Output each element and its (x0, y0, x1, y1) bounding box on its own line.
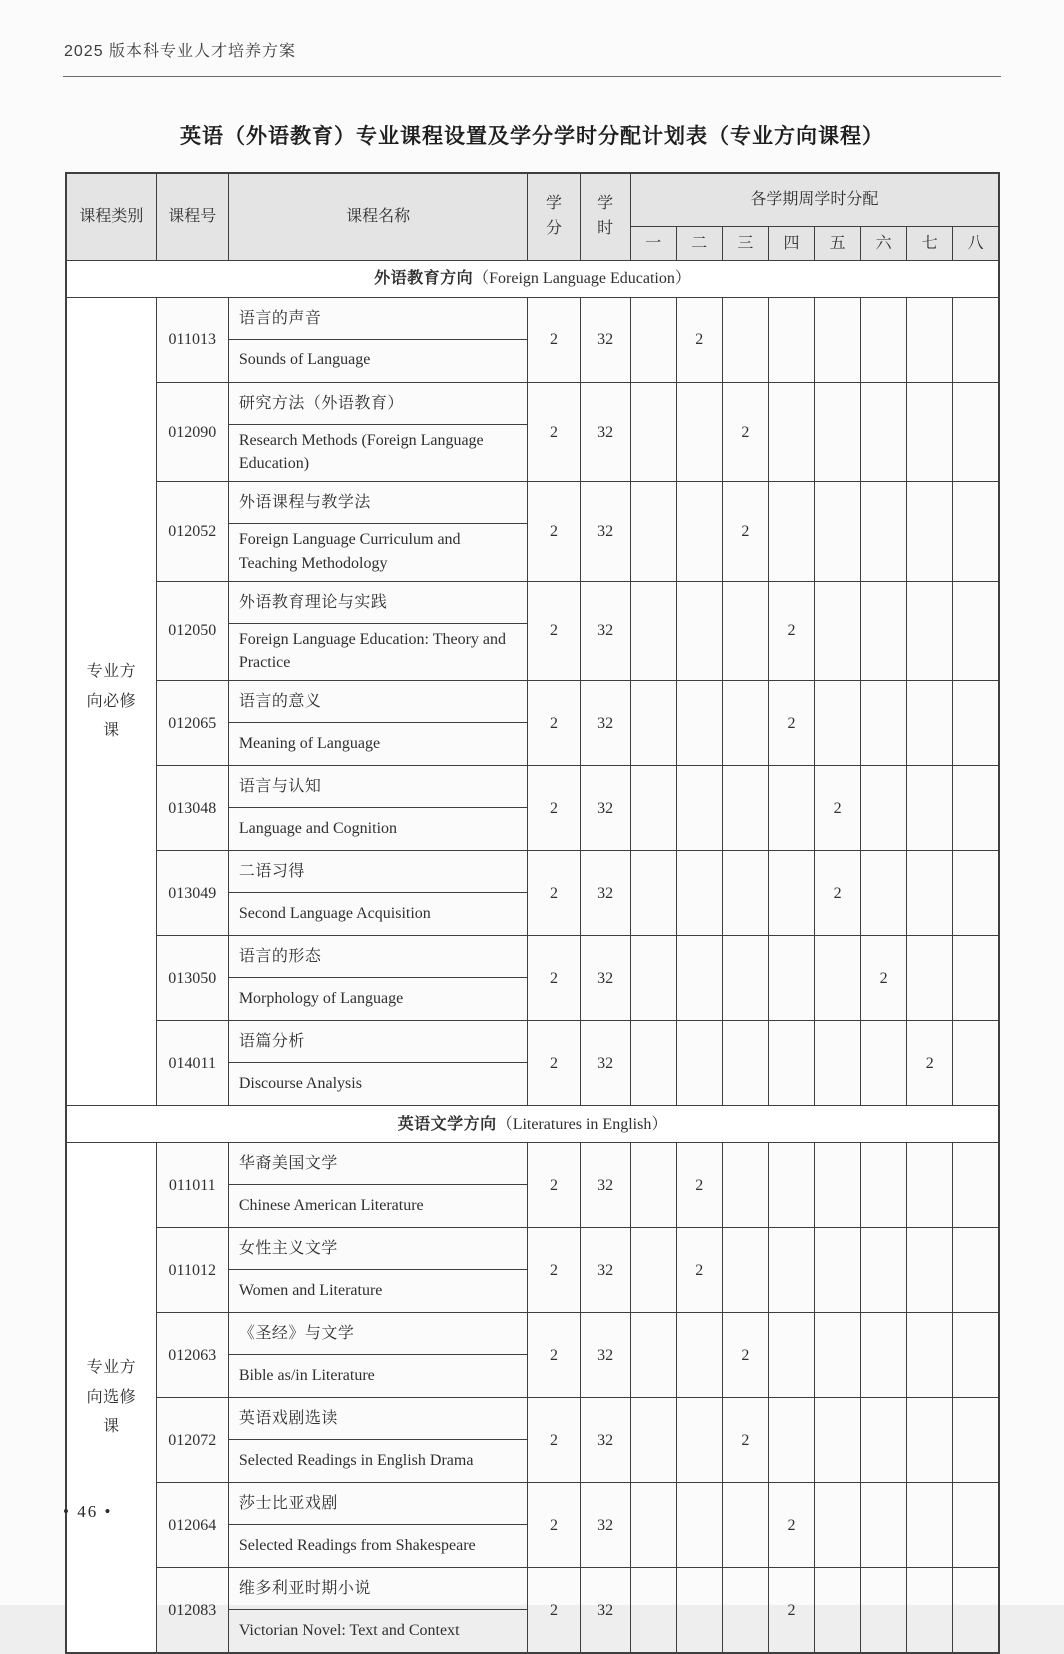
course-name-en: Selected Readings in English Drama (228, 1440, 528, 1483)
course-name-cn: 维多利亚时期小说 (228, 1568, 528, 1610)
semester-hours-cell-7 (907, 936, 953, 1021)
semester-hours-cell-2 (676, 681, 722, 766)
semester-hours-cell-2 (676, 581, 722, 680)
course-row (66, 766, 999, 808)
semester-hours-cell-2: 2 (676, 1143, 722, 1228)
semester-hours-cell-5 (815, 1398, 861, 1483)
course-name-cn: 语篇分析 (228, 1021, 528, 1063)
course-name-en: Language and Cognition (228, 808, 528, 851)
course-name-cn: 华裔美国文学 (228, 1143, 528, 1185)
course-name-cn: 研究方法（外语教育） (228, 383, 528, 425)
hours-cell: 32 (580, 383, 630, 482)
semester-hours-cell-2 (676, 482, 722, 581)
semester-hours-cell-8 (953, 1483, 999, 1568)
credits-cell: 2 (528, 936, 580, 1021)
hours-cell: 32 (580, 851, 630, 936)
course-name-en: Research Methods (Foreign Language Education) (228, 425, 528, 482)
semester-hours-cell-4: 2 (768, 681, 814, 766)
credits-cell: 2 (528, 1398, 580, 1483)
semester-hours-cell-3 (722, 1483, 768, 1568)
section-title-en: （Foreign Language Education） (473, 270, 691, 288)
semester-hours-cell-8 (953, 482, 999, 581)
semester-hours-cell-8 (953, 581, 999, 680)
semester-hours-cell-2 (676, 1398, 722, 1483)
category-label: 专业方向选修课 (86, 1359, 137, 1436)
semester-hours-cell-7 (907, 298, 953, 383)
course-name-en: Selected Readings from Shakespeare (228, 1525, 528, 1568)
course-no-cell: 013049 (156, 851, 228, 936)
course-name-en: Discourse Analysis (228, 1063, 528, 1106)
hours-cell: 32 (580, 482, 630, 581)
hours-cell: 32 (580, 1313, 630, 1398)
category-cell (66, 1143, 156, 1654)
semester-hours-cell-3 (722, 766, 768, 851)
course-no-cell: 013050 (156, 936, 228, 1021)
semester-hours-cell-2: 2 (676, 298, 722, 383)
semester-hours-cell-6 (861, 766, 907, 851)
course-name-en: Foreign Language Education: Theory and Practice (228, 623, 528, 680)
semester-hours-cell-6 (861, 1021, 907, 1106)
semester-hours-cell-3 (722, 851, 768, 936)
semester-hours-cell-8 (953, 766, 999, 851)
course-row (66, 581, 999, 623)
semester-hours-cell-7 (907, 1568, 953, 1654)
semester-hours-cell-8 (953, 1398, 999, 1483)
semester-hours-cell-6 (861, 681, 907, 766)
hours-cell: 32 (580, 936, 630, 1021)
hours-cell: 32 (580, 1228, 630, 1313)
table-header (66, 173, 999, 261)
hours-cell: 32 (580, 298, 630, 383)
semester-hours-cell-8 (953, 1228, 999, 1313)
semester-hours-cell-4 (768, 1228, 814, 1313)
semester-hours-cell-5: 2 (815, 766, 861, 851)
semester-hours-cell-1 (630, 851, 676, 936)
semester-hours-cell-6 (861, 1398, 907, 1483)
semester-hours-cell-6 (861, 581, 907, 680)
course-name-cn: 二语习得 (228, 851, 528, 893)
semester-hours-cell-3 (722, 1021, 768, 1106)
course-name-cn: 外语教育理论与实践 (228, 581, 528, 623)
semester-hours-cell-5 (815, 1483, 861, 1568)
semester-hours-cell-3 (722, 1228, 768, 1313)
course-table-body (66, 261, 999, 1654)
semester-hours-cell-4 (768, 1021, 814, 1106)
credits-cell: 2 (528, 1021, 580, 1106)
course-row (66, 1021, 999, 1063)
semester-hours-cell-7 (907, 383, 953, 482)
credits-cell: 2 (528, 1228, 580, 1313)
semester-hours-cell-3: 2 (722, 383, 768, 482)
semester-hours-cell-4 (768, 383, 814, 482)
course-row (66, 851, 999, 893)
semester-hours-cell-6: 2 (861, 936, 907, 1021)
credits-cell: 2 (528, 1568, 580, 1654)
credits-cell: 2 (528, 383, 580, 482)
credits-cell: 2 (528, 1143, 580, 1228)
semester-hours-cell-8 (953, 1143, 999, 1228)
semester-hours-cell-1 (630, 482, 676, 581)
header-course-name: 课程名称 (228, 173, 528, 261)
course-no-cell: 011012 (156, 1228, 228, 1313)
semester-hours-cell-5 (815, 581, 861, 680)
credits-cell: 2 (528, 851, 580, 936)
hours-cell: 32 (580, 1398, 630, 1483)
semester-hours-cell-2 (676, 1568, 722, 1654)
section-row (66, 261, 999, 298)
semester-hours-cell-8 (953, 1313, 999, 1398)
semester-hours-cell-5 (815, 383, 861, 482)
semester-hours-cell-5 (815, 1143, 861, 1228)
category-label: 专业方向必修课 (86, 663, 137, 740)
course-no-cell: 012050 (156, 581, 228, 680)
semester-hours-cell-5: 2 (815, 851, 861, 936)
semester-hours-cell-1 (630, 1143, 676, 1228)
semester-hours-cell-8 (953, 936, 999, 1021)
semester-hours-cell-2: 2 (676, 1228, 722, 1313)
section-title-cn: 英语文学方向 (397, 1115, 497, 1133)
course-no-cell: 012065 (156, 681, 228, 766)
credits-cell: 2 (528, 1313, 580, 1398)
hours-cell: 32 (580, 1021, 630, 1106)
section-row (66, 1106, 999, 1143)
semester-hours-cell-8 (953, 383, 999, 482)
semester-hours-cell-6 (861, 1228, 907, 1313)
credits-cell: 2 (528, 1483, 580, 1568)
course-name-cn: 语言与认知 (228, 766, 528, 808)
running-head: 2025 版本科专业人才培养方案 (64, 43, 297, 60)
course-no-cell: 011013 (156, 298, 228, 383)
course-row (66, 1483, 999, 1525)
semester-hours-cell-3 (722, 298, 768, 383)
semester-hours-cell-6 (861, 1568, 907, 1654)
credits-cell: 2 (528, 766, 580, 851)
header-semester-4: 四 (768, 227, 814, 261)
header-semester-8: 八 (953, 227, 999, 261)
hours-cell: 32 (580, 1143, 630, 1228)
semester-hours-cell-2 (676, 936, 722, 1021)
course-name-cn: 语言的形态 (228, 936, 528, 978)
course-table (65, 172, 1000, 1654)
header-semester-7: 七 (907, 227, 953, 261)
course-name-en: Women and Literature (228, 1270, 528, 1313)
course-name-cn: 女性主义文学 (228, 1228, 528, 1270)
header-hours-label: 学时 (597, 195, 614, 237)
semester-hours-cell-4: 2 (768, 581, 814, 680)
semester-hours-cell-4 (768, 936, 814, 1021)
course-no-cell: 012072 (156, 1398, 228, 1483)
semester-hours-cell-7 (907, 1228, 953, 1313)
semester-hours-cell-3 (722, 681, 768, 766)
semester-hours-cell-7 (907, 851, 953, 936)
semester-hours-cell-6 (861, 482, 907, 581)
semester-hours-cell-1 (630, 681, 676, 766)
course-name-en: Foreign Language Curriculum and Teaching Methodology (228, 524, 528, 581)
header-credits-label: 学分 (546, 195, 563, 237)
semester-hours-cell-1 (630, 1398, 676, 1483)
semester-hours-cell-4 (768, 1398, 814, 1483)
hours-cell: 32 (580, 1568, 630, 1654)
course-name-cn: 《圣经》与文学 (228, 1313, 528, 1355)
semester-hours-cell-7 (907, 1143, 953, 1228)
semester-hours-cell-6 (861, 298, 907, 383)
header-credits (528, 173, 580, 261)
semester-hours-cell-5 (815, 1021, 861, 1106)
semester-hours-cell-7 (907, 1313, 953, 1398)
semester-hours-cell-5 (815, 681, 861, 766)
semester-hours-cell-2 (676, 1483, 722, 1568)
page-title: 英语（外语教育）专业课程设置及学分学时分配计划表（专业方向课程） (180, 125, 884, 148)
semester-hours-cell-8 (953, 298, 999, 383)
semester-hours-cell-3 (722, 936, 768, 1021)
semester-hours-cell-1 (630, 936, 676, 1021)
semester-hours-cell-5 (815, 936, 861, 1021)
header-semester-group: 各学期周学时分配 (630, 173, 999, 227)
course-row (66, 1143, 999, 1185)
semester-hours-cell-2 (676, 1021, 722, 1106)
semester-hours-cell-6 (861, 851, 907, 936)
semester-hours-cell-1 (630, 766, 676, 851)
header-semester-5: 五 (815, 227, 861, 261)
semester-hours-cell-5 (815, 1313, 861, 1398)
semester-hours-cell-5 (815, 1568, 861, 1654)
header-semester-2: 二 (676, 227, 722, 261)
semester-hours-cell-1 (630, 1483, 676, 1568)
semester-hours-cell-3: 2 (722, 1398, 768, 1483)
course-row (66, 482, 999, 524)
semester-hours-cell-7 (907, 1483, 953, 1568)
credits-cell: 2 (528, 581, 580, 680)
course-name-en: Meaning of Language (228, 723, 528, 766)
semester-hours-cell-2 (676, 851, 722, 936)
semester-hours-cell-3: 2 (722, 482, 768, 581)
semester-hours-cell-2 (676, 383, 722, 482)
semester-hours-cell-8 (953, 1021, 999, 1106)
semester-hours-cell-5 (815, 298, 861, 383)
course-row (66, 383, 999, 425)
semester-hours-cell-4 (768, 298, 814, 383)
header-category: 课程类别 (66, 173, 156, 261)
semester-hours-cell-2 (676, 1313, 722, 1398)
course-name-cn: 外语课程与教学法 (228, 482, 528, 524)
course-no-cell: 013048 (156, 766, 228, 851)
table-header-row-1 (66, 173, 999, 227)
semester-hours-cell-7 (907, 482, 953, 581)
course-name-cn: 语言的声音 (228, 298, 528, 340)
course-no-cell: 011011 (156, 1143, 228, 1228)
header-rule (63, 76, 1001, 77)
section-title (66, 1106, 999, 1143)
semester-hours-cell-5 (815, 482, 861, 581)
semester-hours-cell-6 (861, 1143, 907, 1228)
hours-cell: 32 (580, 1483, 630, 1568)
section-title (66, 261, 999, 298)
course-no-cell: 012063 (156, 1313, 228, 1398)
semester-hours-cell-4 (768, 851, 814, 936)
semester-hours-cell-4 (768, 1143, 814, 1228)
course-name-en: Bible as/in Literature (228, 1355, 528, 1398)
course-no-cell: 012083 (156, 1568, 228, 1654)
course-row (66, 1313, 999, 1355)
credits-cell: 2 (528, 482, 580, 581)
hours-cell: 32 (580, 766, 630, 851)
semester-hours-cell-4 (768, 1313, 814, 1398)
course-row (66, 1228, 999, 1270)
semester-hours-cell-7 (907, 681, 953, 766)
semester-hours-cell-1 (630, 1313, 676, 1398)
semester-hours-cell-7 (907, 1398, 953, 1483)
course-row (66, 1568, 999, 1610)
course-no-cell: 014011 (156, 1021, 228, 1106)
page-number: • 46 • (63, 1502, 113, 1521)
semester-hours-cell-7 (907, 581, 953, 680)
semester-hours-cell-6 (861, 1313, 907, 1398)
course-row (66, 936, 999, 978)
semester-hours-cell-6 (861, 383, 907, 482)
semester-hours-cell-3 (722, 1568, 768, 1654)
semester-hours-cell-2 (676, 766, 722, 851)
semester-hours-cell-1 (630, 1568, 676, 1654)
course-name-en: Second Language Acquisition (228, 893, 528, 936)
course-name-en: Chinese American Literature (228, 1185, 528, 1228)
course-row (66, 1398, 999, 1440)
credits-cell: 2 (528, 681, 580, 766)
course-row (66, 681, 999, 723)
semester-hours-cell-5 (815, 1228, 861, 1313)
semester-hours-cell-1 (630, 581, 676, 680)
category-cell (66, 298, 156, 1106)
semester-hours-cell-6 (861, 1483, 907, 1568)
semester-hours-cell-7 (907, 766, 953, 851)
course-name-cn: 莎士比亚戏剧 (228, 1483, 528, 1525)
semester-hours-cell-4 (768, 482, 814, 581)
course-name-cn: 英语戏剧选读 (228, 1398, 528, 1440)
semester-hours-cell-1 (630, 298, 676, 383)
header-course-no: 课程号 (156, 173, 228, 261)
semester-hours-cell-7: 2 (907, 1021, 953, 1106)
course-name-cn: 语言的意义 (228, 681, 528, 723)
semester-hours-cell-3 (722, 581, 768, 680)
course-name-en: Victorian Novel: Text and Context (228, 1610, 528, 1654)
hours-cell: 32 (580, 581, 630, 680)
header-semester-6: 六 (861, 227, 907, 261)
semester-hours-cell-8 (953, 681, 999, 766)
course-row (66, 298, 999, 340)
semester-hours-cell-4: 2 (768, 1483, 814, 1568)
semester-hours-cell-8 (953, 1568, 999, 1654)
semester-hours-cell-4: 2 (768, 1568, 814, 1654)
semester-hours-cell-3 (722, 1143, 768, 1228)
section-title-cn: 外语教育方向 (374, 270, 474, 288)
course-name-en: Morphology of Language (228, 978, 528, 1021)
semester-hours-cell-1 (630, 1021, 676, 1106)
hours-cell: 32 (580, 681, 630, 766)
semester-hours-cell-3: 2 (722, 1313, 768, 1398)
semester-hours-cell-1 (630, 383, 676, 482)
course-no-cell: 012090 (156, 383, 228, 482)
header-hours (580, 173, 630, 261)
course-no-cell: 012052 (156, 482, 228, 581)
section-title-en: （Literatures in English） (496, 1115, 668, 1133)
header-semester-3: 三 (722, 227, 768, 261)
course-name-en: Sounds of Language (228, 340, 528, 383)
semester-hours-cell-4 (768, 766, 814, 851)
course-no-cell: 012064 (156, 1483, 228, 1568)
credits-cell: 2 (528, 298, 580, 383)
semester-hours-cell-8 (953, 851, 999, 936)
header-semester-1: 一 (630, 227, 676, 261)
semester-hours-cell-1 (630, 1228, 676, 1313)
